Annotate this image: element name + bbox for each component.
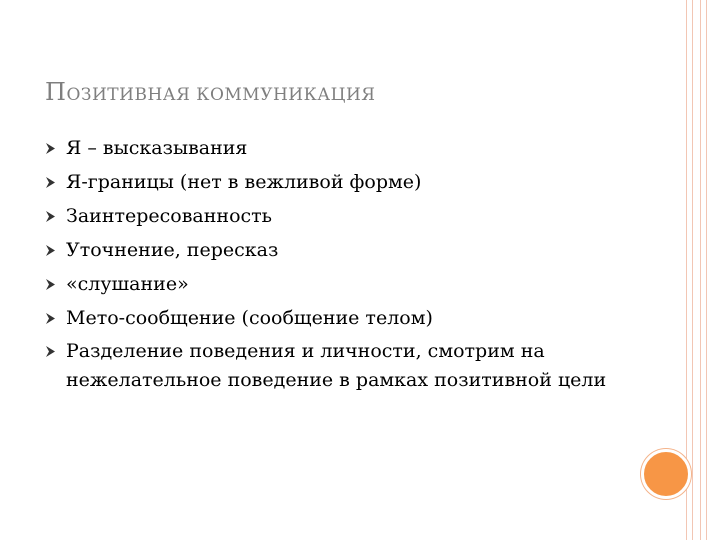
bullet-item <box>45 301 625 335</box>
bullet-item <box>45 165 625 199</box>
arrow-bullet-icon <box>45 313 56 324</box>
arrow-bullet-icon <box>45 279 56 290</box>
decorative-border-line <box>700 0 701 540</box>
bullet-text: Я – высказывания <box>66 137 248 159</box>
bullet-item <box>45 131 625 165</box>
decorative-orange-circle <box>641 449 691 499</box>
title-rest: ОЗИТИВНАЯ КОММУНИКАЦИЯ <box>66 85 376 105</box>
bullet-item <box>45 267 625 301</box>
arrow-bullet-icon <box>45 177 56 188</box>
bullet-text: Мето-сообщение (сообщение телом) <box>66 307 433 329</box>
arrow-bullet-icon <box>45 143 56 154</box>
decorative-border-line <box>692 0 693 540</box>
slide-title <box>45 78 376 106</box>
bullet-text: Я-границы (нет в вежливой форме) <box>66 171 422 193</box>
bullet-item <box>45 233 625 267</box>
decorative-border-line <box>706 0 707 540</box>
arrow-bullet-icon <box>45 211 56 222</box>
bullet-text: «слушание» <box>66 273 189 295</box>
bullet-text: Заинтересованность <box>66 205 273 227</box>
arrow-bullet-icon <box>45 346 56 357</box>
arrow-bullet-icon <box>45 245 56 256</box>
bullet-text: Уточнение, пересказ <box>66 239 279 261</box>
bullet-item <box>45 335 625 395</box>
title-initial: П <box>45 78 67 106</box>
bullet-item <box>45 199 625 233</box>
bullet-text: Разделение поведения и личности, смотрим на нежелательное поведение в рамках позитивной цели <box>66 340 607 391</box>
bullet-list <box>45 131 625 395</box>
